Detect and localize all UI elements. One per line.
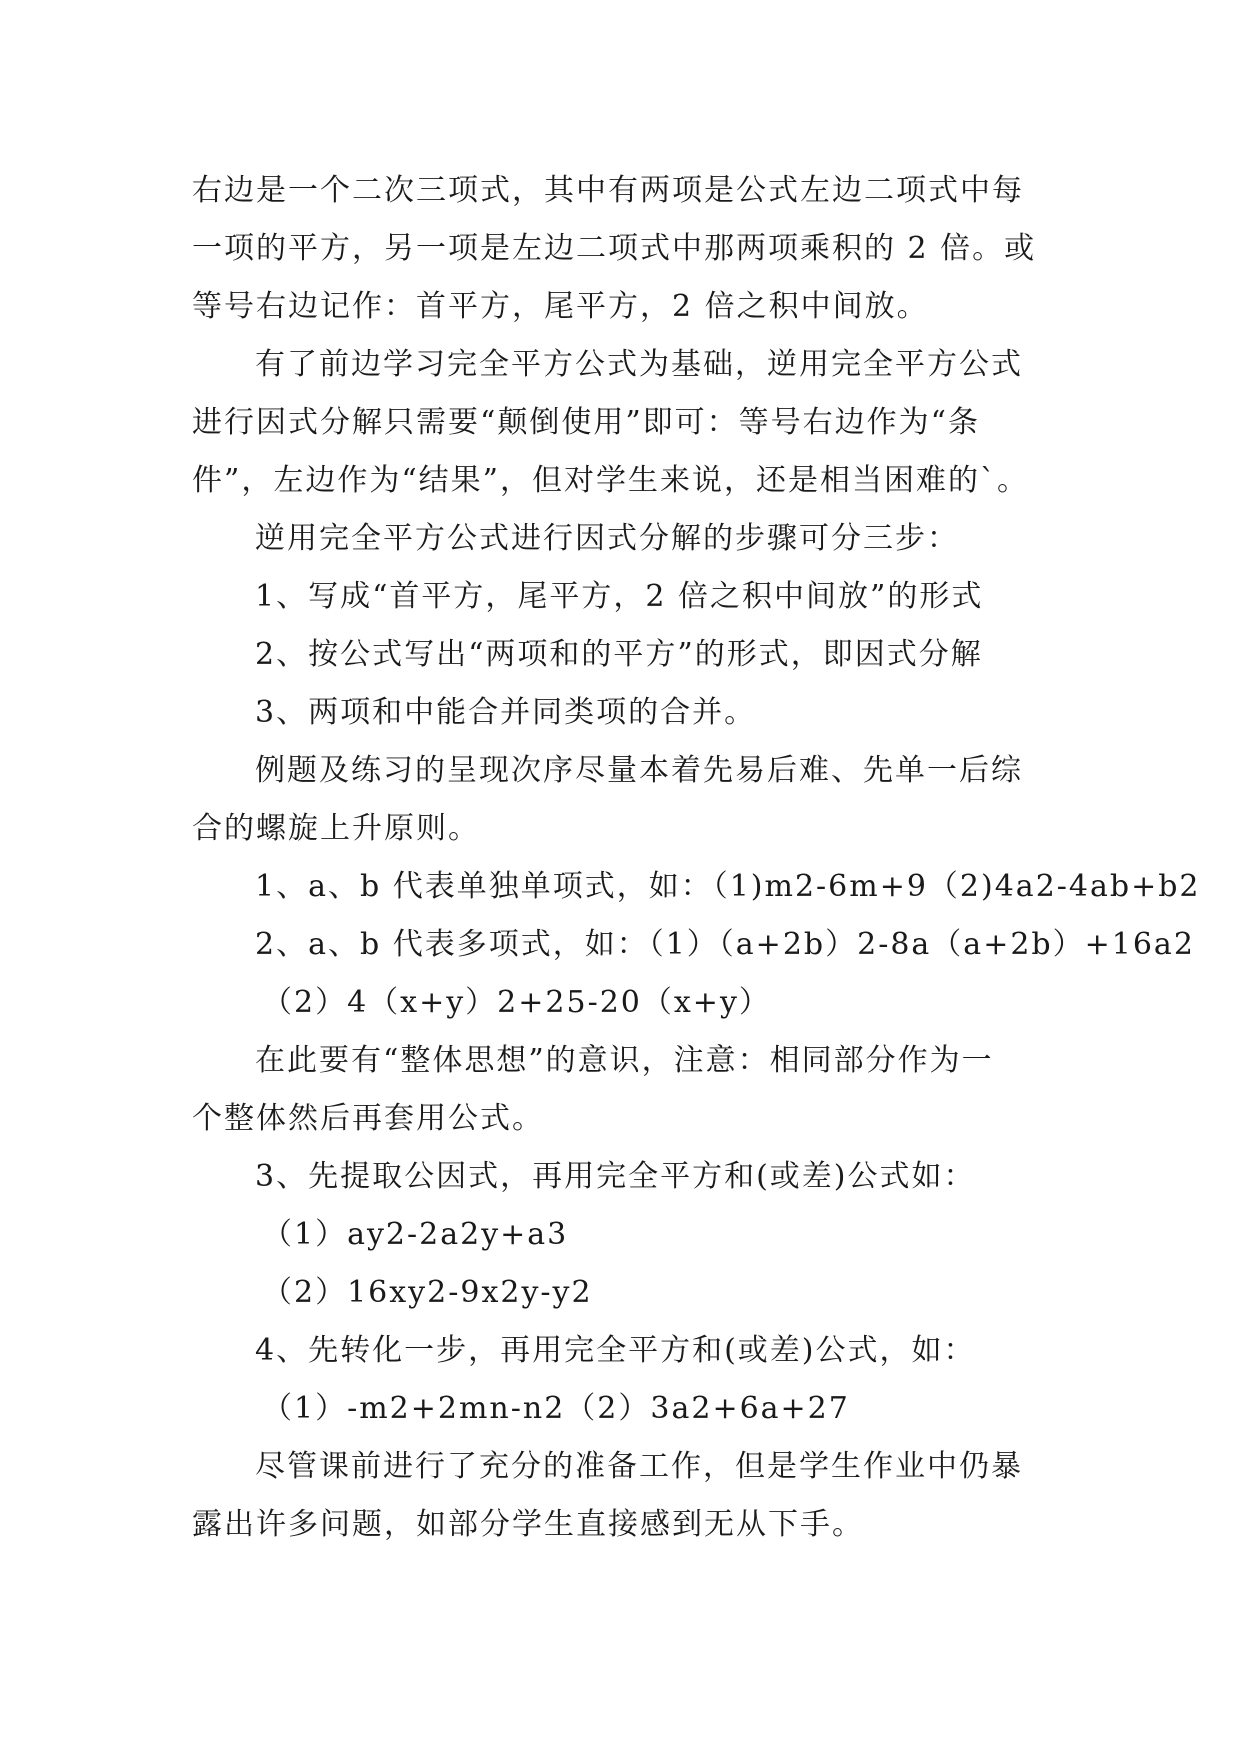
- example-line: （1）ay2-2a2y+a3: [262, 1217, 569, 1252]
- text-line: 例题及练习的呈现次序尽量本着先易后难、先单一后综: [255, 753, 1023, 788]
- example-line: （1）-m2+2mn-n2（2）3a2+6a+27: [262, 1391, 850, 1426]
- text-line: 在此要有“整体思想”的意识，注意：相同部分作为一: [255, 1043, 994, 1078]
- text-line: 合的螺旋上升原则。: [192, 811, 480, 846]
- example-line: 2、a、b 代表多项式，如：（1）（a+2b）2-8a（a+2b）+16a2: [255, 927, 1195, 962]
- list-item: 2、按公式写出“两项和的平方”的形式，即因式分解: [255, 637, 983, 672]
- text-line: 逆用完全平方公式进行因式分解的步骤可分三步：: [255, 521, 959, 556]
- example-line: 1、a、b 代表单独单项式，如：（1)m2-6m+9（2)4a2-4ab+b2: [255, 869, 1201, 904]
- list-item: 3、两项和中能合并同类项的合并。: [255, 695, 757, 730]
- text-line: 有了前边学习完全平方公式为基础，逆用完全平方公式: [255, 347, 1023, 382]
- text-line: 尽管课前进行了充分的准备工作，但是学生作业中仍暴: [255, 1449, 1023, 1484]
- document-body: [192, 162, 1201, 1554]
- example-line: （2）4（x+y）2+25-20（x+y）: [262, 985, 771, 1020]
- list-item: 1、写成“首平方，尾平方，2 倍之积中间放”的形式: [255, 579, 984, 614]
- example-line: 3、先提取公因式，再用完全平方和(或差)公式如：: [255, 1159, 976, 1194]
- text-line: 进行因式分解只需要“颠倒使用”即可：等号右边作为“条: [192, 405, 981, 440]
- example-line: 4、先转化一步，再用完全平方和(或差)公式，如：: [255, 1333, 976, 1368]
- text-line: 件”，左边作为“结果”，但对学生来说，还是相当困难的`。: [192, 463, 1030, 498]
- text-line: 右边是一个二次三项式，其中有两项是公式左边二项式中每: [192, 173, 1024, 208]
- text-line: 一项的平方，另一项是左边二项式中那两项乘积的 2 倍。或: [192, 231, 1037, 266]
- example-line: （2）16xy2-9x2y-y2: [262, 1275, 593, 1310]
- text-line: 露出许多问题，如部分学生直接感到无从下手。: [192, 1507, 864, 1542]
- text-line: 等号右边记作：首平方，尾平方，2 倍之积中间放。: [192, 289, 929, 324]
- text-line: 个整体然后再套用公式。: [192, 1101, 544, 1136]
